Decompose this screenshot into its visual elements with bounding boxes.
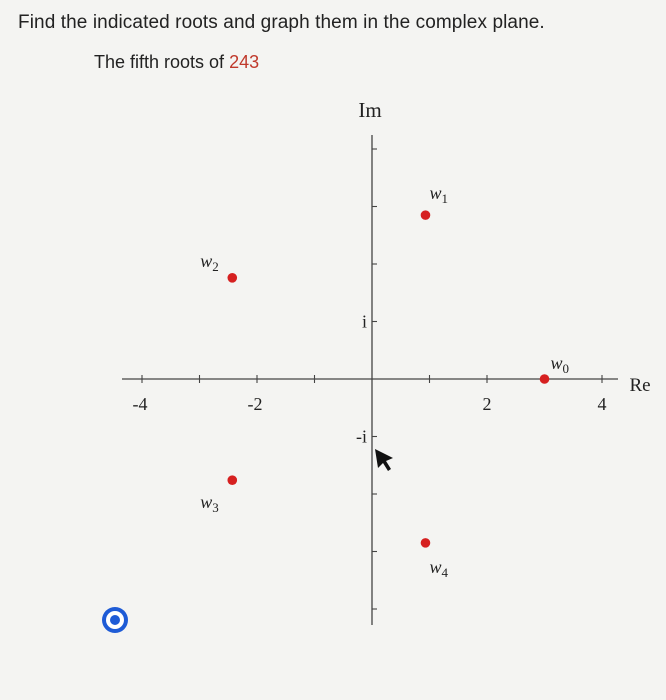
real-axis-label: Re: [629, 375, 651, 396]
mouse-cursor-icon: [375, 449, 393, 471]
root-point-w1: [421, 210, 431, 220]
subtitle-number: 243: [229, 52, 260, 72]
root-point-w4: [421, 538, 431, 548]
question-text: Find the indicated roots and graph them in the complex plane.: [18, 12, 545, 33]
y-tick-label: -i: [356, 426, 367, 447]
answer-radio-button[interactable]: [102, 607, 128, 633]
subtitle-prefix: The fifth roots of: [94, 52, 230, 72]
x-tick-label: -4: [132, 394, 148, 414]
x-tick-label: 2: [482, 394, 492, 414]
radio-selected-dot: [110, 615, 120, 625]
roots: [200, 183, 569, 580]
root-point-w3: [227, 475, 237, 485]
root-label-w3: $w_3$: [200, 492, 219, 516]
root-label-w1: $w_1$: [429, 183, 448, 207]
root-label-w0: $w_0$: [550, 353, 570, 376]
y-tick-label: i: [361, 311, 367, 332]
tick-labels: [133, 98, 651, 447]
imaginary-axis-label: Im: [358, 98, 382, 122]
root-label-w2: $w_2$: [200, 250, 219, 274]
x-tick-label: 4: [597, 394, 607, 414]
x-tick-label: -2: [247, 394, 263, 414]
root-point-w2: [227, 273, 237, 283]
root-point-w0: [540, 374, 550, 384]
root-label-w4: $w_4$: [429, 556, 448, 580]
